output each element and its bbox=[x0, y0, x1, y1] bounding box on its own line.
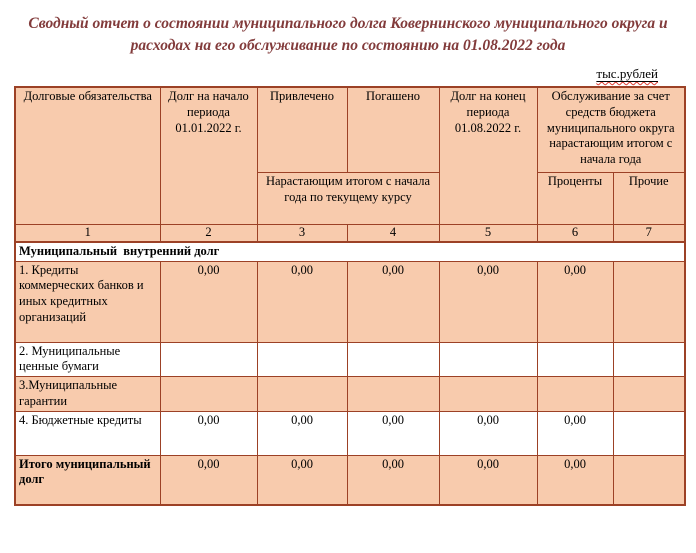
header-debt-begin: Долг на начало периода 01.01.2022 г. bbox=[160, 87, 257, 225]
header-debt-end: Долг на конец периода 01.08.2022 г. bbox=[439, 87, 537, 225]
value-cell bbox=[613, 377, 685, 412]
table-row-commercial-credits bbox=[15, 261, 685, 342]
row-label: 3.Муниципальные гарантии bbox=[15, 377, 160, 412]
value-cell: 0,00 bbox=[537, 261, 613, 342]
municipal-debt-table bbox=[14, 86, 686, 506]
value-cell bbox=[439, 377, 537, 412]
report-title: Сводный отчет о состоянии муниципального долга Ковернинского муниципального округа и расходах на его обслуживание по состоянию на 01.08.2022 года bbox=[28, 15, 668, 54]
header-other: Прочие bbox=[613, 173, 685, 225]
value-cell bbox=[160, 377, 257, 412]
row-label: 1. Кредиты коммерческих банков и иных кредитных организаций bbox=[15, 261, 160, 342]
header-row-main bbox=[15, 87, 685, 173]
units-label: тыс.рублей bbox=[596, 66, 658, 81]
column-numbers-row bbox=[15, 225, 685, 242]
value-cell bbox=[257, 377, 347, 412]
column-number-3: 3 bbox=[257, 225, 347, 242]
value-cell bbox=[613, 411, 685, 455]
value-cell: 0,00 bbox=[347, 411, 439, 455]
row-label: 4. Бюджетные кредиты bbox=[15, 411, 160, 455]
report-page bbox=[0, 13, 696, 553]
header-interest: Проценты bbox=[537, 173, 613, 225]
header-cumulative-total: Нарастающим итогом с начала года по текущему курсу bbox=[257, 173, 439, 225]
table-row-budget-credits bbox=[15, 411, 685, 455]
value-cell bbox=[160, 342, 257, 377]
column-number-5: 5 bbox=[439, 225, 537, 242]
section-row-internal-debt bbox=[15, 242, 685, 261]
value-cell: 0,00 bbox=[439, 455, 537, 505]
section-row-label: Муниципальный внутренний долг bbox=[15, 242, 685, 261]
value-cell: 0,00 bbox=[257, 455, 347, 505]
header-repaid: Погашено bbox=[347, 87, 439, 173]
units-label-spellcheck bbox=[596, 66, 658, 81]
value-cell bbox=[613, 342, 685, 377]
value-cell bbox=[347, 342, 439, 377]
value-cell: 0,00 bbox=[160, 411, 257, 455]
table-row-municipal-securities bbox=[15, 342, 685, 377]
table-row-total-municipal-debt bbox=[15, 455, 685, 505]
value-cell: 0,00 bbox=[160, 455, 257, 505]
value-cell bbox=[537, 342, 613, 377]
column-number-2: 2 bbox=[160, 225, 257, 242]
value-cell bbox=[537, 377, 613, 412]
value-cell: 0,00 bbox=[537, 455, 613, 505]
column-number-4: 4 bbox=[347, 225, 439, 242]
value-cell: 0,00 bbox=[439, 261, 537, 342]
value-cell: 0,00 bbox=[439, 411, 537, 455]
header-raised: Привлечено bbox=[257, 87, 347, 173]
value-cell: 0,00 bbox=[347, 455, 439, 505]
value-cell: 0,00 bbox=[347, 261, 439, 342]
row-label: 2. Муниципальные ценные бумаги bbox=[15, 342, 160, 377]
table-row-municipal-guarantees bbox=[15, 377, 685, 412]
row-label-total: Итого муниципальный долг bbox=[15, 455, 160, 505]
value-cell bbox=[613, 261, 685, 342]
column-number-7: 7 bbox=[613, 225, 685, 242]
column-number-6: 6 bbox=[537, 225, 613, 242]
value-cell: 0,00 bbox=[257, 261, 347, 342]
header-debt-obligations: Долговые обязательства bbox=[15, 87, 160, 225]
header-debt-service: Обслуживание за счет средств бюджета муниципального округа нарастающим итогом с начала года bbox=[537, 87, 685, 173]
value-cell: 0,00 bbox=[257, 411, 347, 455]
value-cell bbox=[613, 455, 685, 505]
value-cell bbox=[257, 342, 347, 377]
value-cell bbox=[347, 377, 439, 412]
value-cell: 0,00 bbox=[160, 261, 257, 342]
column-number-1: 1 bbox=[15, 225, 160, 242]
value-cell: 0,00 bbox=[537, 411, 613, 455]
units-line bbox=[0, 66, 658, 82]
value-cell bbox=[439, 342, 537, 377]
